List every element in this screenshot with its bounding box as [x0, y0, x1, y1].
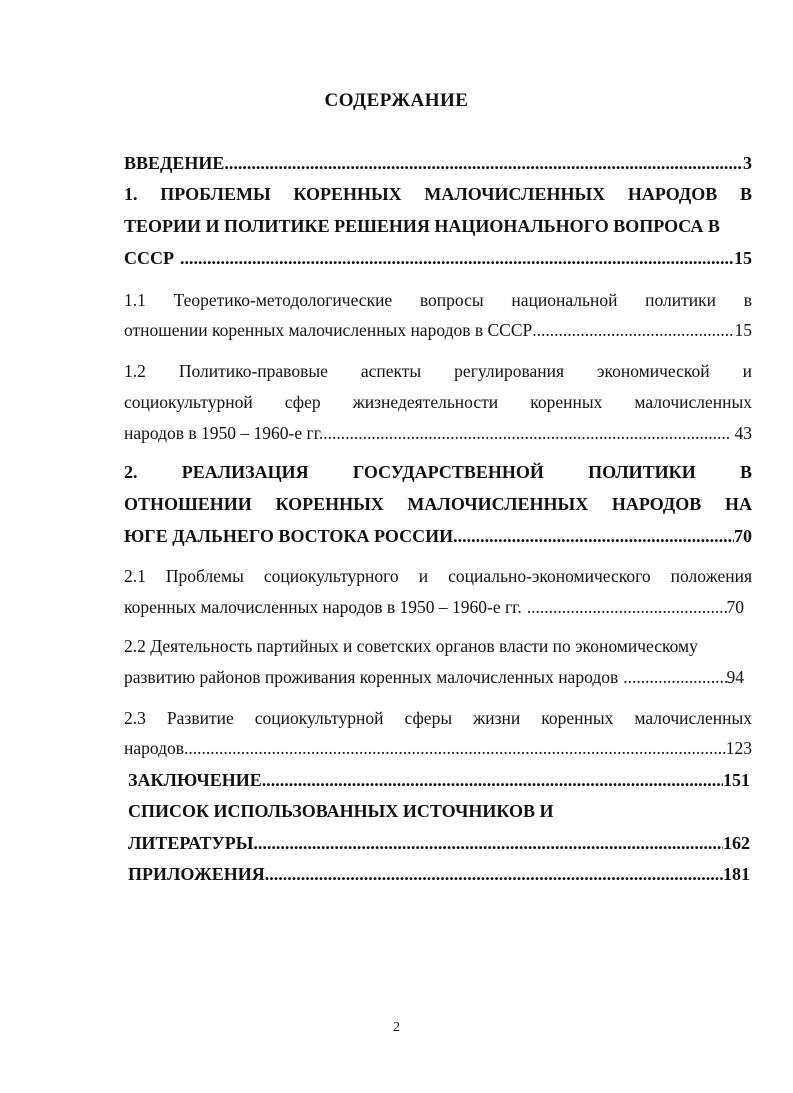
toc-word: Развитие	[166, 708, 234, 728]
toc-entry-sources-line-1[interactable]: СПИСОК ИСПОЛЬЗОВАННЫХ ИСТОЧНИКОВ И	[128, 801, 554, 821]
toc-chapter-2-line-2[interactable]	[124, 494, 752, 515]
toc-page: 70	[726, 597, 744, 617]
toc-word: НАРОДОВ	[611, 494, 702, 514]
toc-word: политики	[645, 290, 717, 310]
toc-word: ОТНОШЕНИИ	[124, 494, 252, 514]
toc-word: МАЛОЧИСЛЕННЫХ	[424, 184, 606, 204]
toc-page: 162	[723, 833, 750, 853]
toc-label: народов в 1950 – 1960-е гг.	[124, 423, 324, 443]
toc-section-2-3-line-1[interactable]	[124, 708, 752, 729]
toc-word: Теоретико-методологические	[173, 290, 393, 310]
toc-word: регулирования	[454, 361, 565, 381]
toc-word: жизни	[473, 708, 521, 728]
toc-word: социокультурного	[263, 566, 399, 586]
toc-word: КОРЕННЫХ	[275, 494, 384, 514]
toc-word: жизнедеятельности	[352, 392, 499, 412]
toc-chapter-2-line-1[interactable]	[124, 462, 752, 483]
page-title: СОДЕРЖАНИЕ	[324, 90, 469, 111]
toc-entry-introduction[interactable]	[124, 153, 752, 174]
toc-label: развитию районов проживания коренных малочисленных народов	[124, 667, 619, 687]
toc-word: в	[743, 290, 752, 310]
toc-label: народов	[124, 738, 185, 758]
toc-word: ПОЛИТИКИ	[588, 462, 696, 482]
toc-page: 181	[723, 864, 750, 884]
toc-word: экономической	[597, 361, 710, 381]
toc-entry-conclusion[interactable]	[128, 770, 750, 791]
toc-word: малочисленных	[634, 708, 752, 728]
toc-word: сферы	[404, 708, 453, 728]
toc-page: 3	[743, 153, 752, 173]
toc-word: национальной	[511, 290, 618, 310]
toc-label: ПРИЛОЖЕНИЯ	[128, 864, 265, 884]
toc-word: Политико-правовые	[178, 361, 328, 381]
toc-word: 2.	[124, 462, 138, 482]
toc-page: 15	[734, 248, 752, 268]
toc-word: НА	[724, 494, 752, 514]
toc-chapter-2-line-3[interactable]	[124, 526, 752, 547]
toc-word: МАЛОЧИСЛЕННЫХ	[407, 494, 589, 514]
toc-word: малочисленных	[634, 392, 752, 412]
toc-word: и	[742, 361, 752, 381]
toc-section-1-1-line-1[interactable]	[124, 290, 752, 311]
toc-word: сфер	[284, 392, 321, 412]
toc-label: отношении коренных малочисленных народов в СССР	[124, 320, 533, 340]
page-number: 2	[393, 1020, 400, 1035]
toc-page: 15	[734, 320, 752, 340]
toc-word: 1.2	[124, 361, 146, 381]
toc-word: коренных	[530, 392, 603, 412]
toc-word: РЕАЛИЗАЦИЯ	[181, 462, 309, 482]
toc-page: 70	[734, 526, 752, 546]
toc-page: 43	[734, 423, 752, 443]
toc-word: В	[739, 184, 752, 204]
toc-word: КОРЕННЫХ	[293, 184, 402, 204]
toc-chapter-1-line-1[interactable]	[124, 184, 752, 205]
toc-section-1-1-line-2[interactable]	[124, 320, 752, 341]
toc-section-2-3-line-2[interactable]	[124, 738, 752, 759]
toc-word: В	[739, 462, 752, 482]
toc-section-2-2-line-1[interactable]: 2.2 Деятельность партийных и советских органов власти по экономическому	[124, 636, 698, 656]
toc-word: ГОСУДАРСТВЕННОЙ	[352, 462, 544, 482]
toc-section-1-2-line-1[interactable]	[124, 361, 752, 382]
toc-word: коренных	[541, 708, 614, 728]
toc-section-1-2-line-2[interactable]	[124, 392, 752, 413]
toc-chapter-1-line-2[interactable]: ТЕОРИИ И ПОЛИТИКЕ РЕШЕНИЯ НАЦИОНАЛЬНОГО ВОПРОСА В	[124, 216, 720, 236]
toc-page: 94	[726, 667, 744, 687]
toc-word: ПРОБЛЕМЫ	[160, 184, 271, 204]
toc-label: ЛИТЕРАТУРЫ	[128, 833, 254, 853]
toc-word: НАРОДОВ	[627, 184, 718, 204]
toc-word: аспекты	[360, 361, 422, 381]
toc-label: ВВЕДЕНИЕ	[124, 153, 225, 173]
toc-word: 1.1	[124, 290, 146, 310]
toc-label: ЮГЕ ДАЛЬНЕГО ВОСТОКА РОССИИ	[124, 526, 454, 546]
toc-section-2-1-line-2[interactable]	[124, 597, 744, 618]
toc-section-2-1-line-1[interactable]	[124, 566, 752, 587]
toc-word: положения	[670, 566, 752, 586]
toc-entry-appendix[interactable]	[128, 864, 750, 885]
toc-section-1-2-line-3[interactable]	[124, 423, 752, 444]
toc-entry-sources-line-2[interactable]	[128, 833, 750, 854]
toc-word: социокультурной	[124, 392, 253, 412]
toc-word: социально-экономического	[448, 566, 651, 586]
toc-page: 123	[725, 738, 752, 758]
toc-word: 1.	[124, 184, 138, 204]
toc-page: 151	[723, 770, 750, 790]
toc-word: вопросы	[419, 290, 484, 310]
toc-word: 2.1	[124, 566, 146, 586]
toc-label: СССР	[124, 248, 174, 268]
toc-word: и	[418, 566, 429, 586]
toc-label: коренных малочисленных народов в 1950 – 1960-е гг.	[124, 597, 522, 617]
toc-label: ЗАКЛЮЧЕНИЕ	[128, 770, 262, 790]
toc-word: социокультурной	[254, 708, 384, 728]
toc-section-2-2-line-2[interactable]	[124, 667, 744, 688]
toc-chapter-1-line-3[interactable]	[124, 248, 752, 269]
toc-word: 2.3	[124, 708, 146, 728]
toc-word: Проблемы	[165, 566, 244, 586]
